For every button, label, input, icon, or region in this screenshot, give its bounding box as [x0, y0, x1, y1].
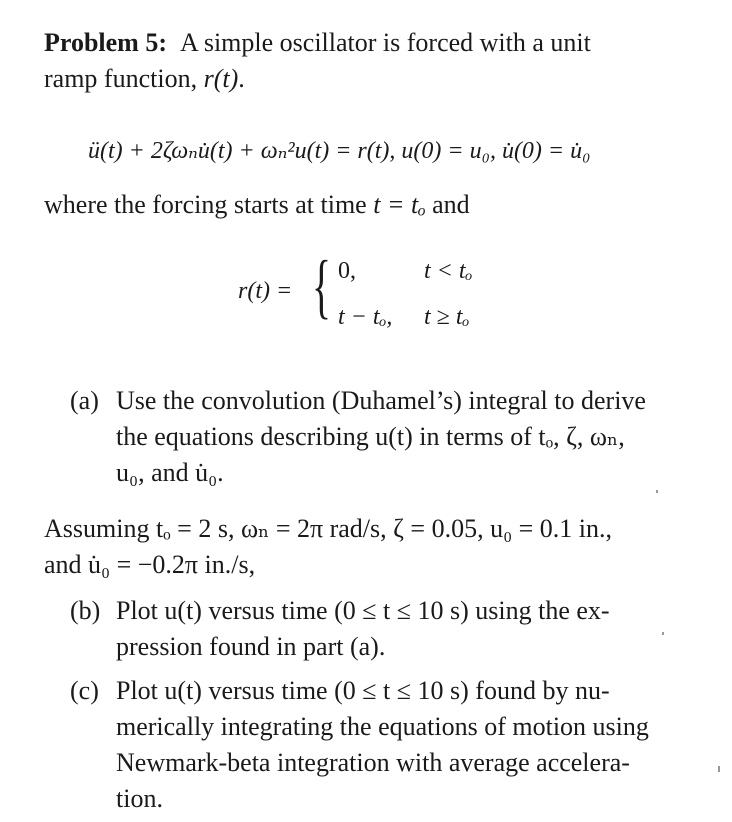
part-a-line3: u₀, and u̇₀.: [116, 458, 224, 487]
part-c-label: (c): [70, 676, 99, 705]
scan-speck: [656, 490, 658, 493]
piecewise-brace: {: [312, 246, 332, 326]
part-a-line2: the equations describing u(t) in terms of tₒ, ζ, ωₙ,: [116, 422, 625, 451]
part-b-line1: Plot u(t) versus time (0 ≤ t ≤ 10 s) using the ex-: [116, 596, 610, 625]
part-a-line1: Use the convolution (Duhamel’s) integral to derive: [116, 386, 646, 415]
part-c-line3: Newmark-beta integration with average accelera-: [116, 748, 630, 777]
assumptions-line2: and u̇₀ = −0.2π in./s,: [44, 550, 256, 579]
piecewise-case1-value: 0,: [338, 258, 356, 284]
forcing-start-condition: t = tₒ: [373, 190, 426, 219]
part-b-label: (b): [70, 596, 101, 625]
ramp-function-symbol: r(t): [203, 64, 239, 93]
problem-intro-line2: ramp function, r(t).: [44, 64, 245, 93]
part-a-label: (a): [70, 386, 99, 415]
piecewise-case1-condition: t < tₒ: [424, 258, 473, 284]
forcing-statement: where the forcing starts at time t = tₒ and: [44, 190, 470, 219]
problem-intro-line1: [44, 28, 591, 58]
equation-of-motion: ü(t) + 2ζωₙu̇(t) + ωₙ²u(t) = r(t), u(0) = u₀, u̇(0) = u̇₀: [88, 138, 591, 164]
piecewise-lhs: r(t) =: [238, 278, 293, 304]
part-c-line1: Plot u(t) versus time (0 ≤ t ≤ 10 s) found by nu-: [116, 676, 610, 705]
scan-speck: [718, 766, 720, 772]
piecewise-case2-condition: t ≥ tₒ: [424, 304, 470, 330]
part-b-line2: pression found in part (a).: [116, 632, 386, 661]
part-c-line4: tion.: [116, 784, 163, 813]
assumptions-line1: Assuming tₒ = 2 s, ωₙ = 2π rad/s, ζ = 0.05, u₀ = 0.1 in.,: [44, 514, 613, 543]
part-c-line2: merically integrating the equations of motion using: [116, 712, 649, 741]
scan-speck: [662, 632, 664, 635]
problem-intro-text: A simple oscillator is forced with a unit: [180, 28, 591, 57]
problem-label: Problem 5:: [44, 28, 167, 57]
piecewise-case2-value: t − tₒ,: [338, 304, 393, 330]
